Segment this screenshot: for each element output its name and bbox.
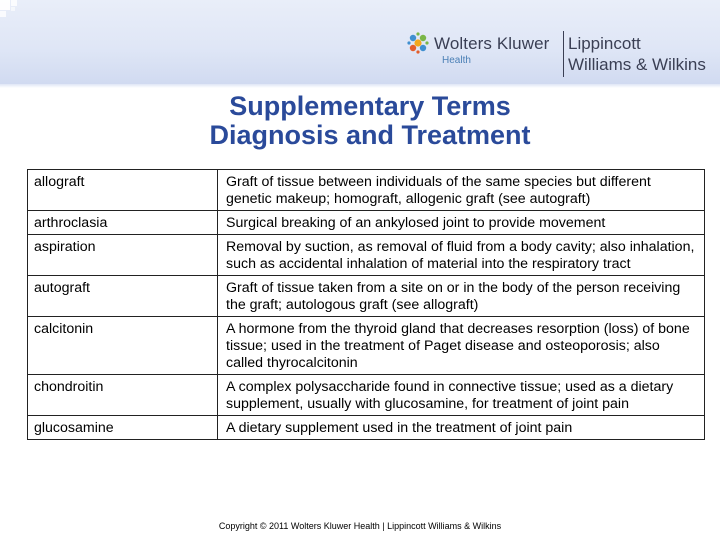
term-cell: chondroitin (28, 375, 218, 416)
decorative-square (11, 7, 15, 11)
slide-title (0, 92, 720, 150)
publisher-logo (407, 28, 719, 78)
table-row (28, 416, 705, 440)
definition-cell: A hormone from the thyroid gland that decreases resorption (loss) of bone tissue; used in the treatment of Paget disease and osteoporosis; also called thyrocalcitonin (218, 317, 705, 375)
term-cell: glucosamine (28, 416, 218, 440)
definition-cell: Graft of tissue between individuals of the same species but different genetic makeup; homograft, allogenic graft (see autograft) (218, 170, 705, 211)
logo-wolters-kluwer: Wolters Kluwer (434, 34, 550, 53)
table-row (28, 170, 705, 211)
decorative-square (11, 0, 17, 6)
term-cell: arthroclasia (28, 211, 218, 235)
header-band-edge (0, 84, 720, 88)
term-cell: aspiration (28, 235, 218, 276)
logo-health: Health (442, 55, 471, 66)
logo-divider (563, 31, 564, 77)
definition-cell: A complex polysaccharide found in connective tissue; used as a dietary supplement, usually with glucosamine, for treatment of joint pain (218, 375, 705, 416)
definition-cell: Graft of tissue taken from a site on or in the body of the person receiving the graft; autologous graft (see allograft) (218, 276, 705, 317)
table-row (28, 276, 705, 317)
table-row (28, 375, 705, 416)
decorative-square (0, 0, 10, 10)
copyright-footer: Copyright © 2011 Wolters Kluwer Health | Lippincott Williams & Wilkins (218, 521, 502, 531)
term-cell: allograft (28, 170, 218, 211)
decorative-square (0, 11, 6, 17)
definition-cell: A dietary supplement used in the treatment of joint pain (218, 416, 705, 440)
logo-lippincott: Lippincott (568, 34, 641, 53)
term-cell: calcitonin (28, 317, 218, 375)
term-cell: autograft (28, 276, 218, 317)
logo-williams-wilkins: Williams & Wilkins (568, 55, 706, 74)
wolters-kluwer-mark-icon (407, 32, 429, 54)
table-row (28, 235, 705, 276)
definition-cell: Removal by suction, as removal of fluid from a body cavity; also inhalation, such as accidental inhalation of material into the respiratory tract (218, 235, 705, 276)
header-band (0, 0, 720, 88)
table-row (28, 211, 705, 235)
table-row (28, 317, 705, 375)
definition-cell: Surgical breaking of an ankylosed joint to provide movement (218, 211, 705, 235)
slide-title-line-1: Supplementary Terms (229, 91, 511, 121)
terms-table (27, 169, 705, 440)
slide-title-line-2: Diagnosis and Treatment (209, 120, 531, 150)
